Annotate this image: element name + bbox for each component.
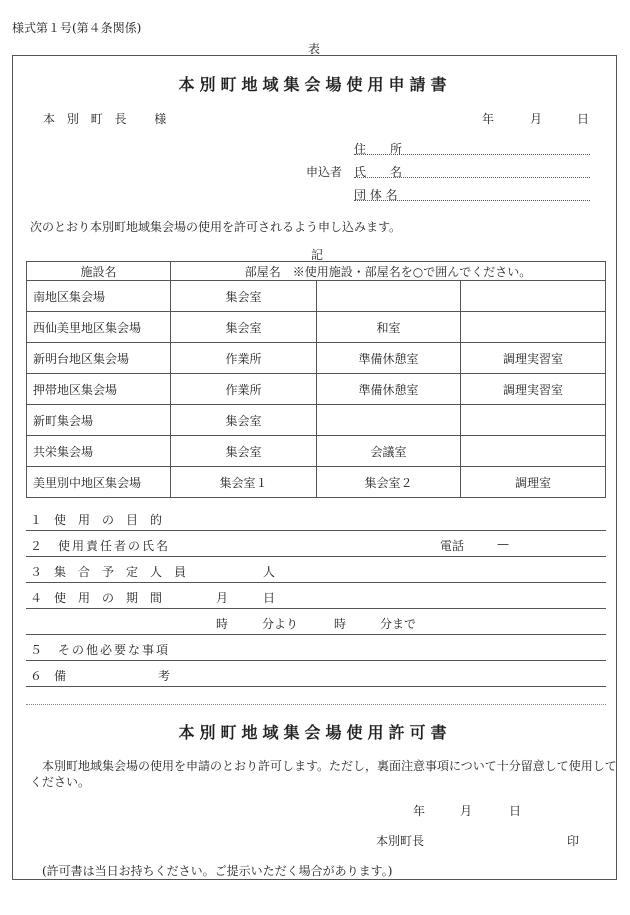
responsible-line[interactable] (26, 556, 606, 557)
facility-name: 美里別中地区集会場 (27, 467, 171, 498)
side-label: 表 (308, 42, 321, 56)
room-cell[interactable]: 集会室１ (171, 467, 317, 498)
period-label: ４ 使 用 の 期 間 (30, 591, 163, 605)
rooms-column-header: 部屋名 ※使用施設・部屋名を○で囲んでください。 (171, 262, 606, 281)
table-row (27, 467, 606, 498)
form-number: 様式第１号(第４条関係) (12, 21, 142, 35)
room-cell[interactable]: 集会室 (171, 405, 317, 436)
room-cell[interactable]: 準備休憩室 (317, 343, 461, 374)
other-line[interactable] (26, 660, 606, 661)
purpose-label: １ 使 用 の 目 的 (30, 513, 163, 527)
room-cell[interactable] (461, 405, 606, 436)
permit-note: (許可書は当日お持ちください。ご提示いただく場合があります。) (42, 864, 393, 878)
seal-mark: 印 (567, 834, 580, 848)
address-line[interactable] (354, 154, 590, 155)
applicant-label: 申込者 (306, 165, 343, 179)
facility-name: 西仙美里地区集会場 (27, 312, 171, 343)
table-row (27, 436, 606, 467)
table-header-row (27, 262, 606, 281)
address-label: 住 所 (354, 142, 403, 156)
room-cell[interactable] (461, 281, 606, 312)
period-day: 日 (263, 591, 276, 605)
facility-name: 新明台地区集会場 (27, 343, 171, 374)
period-time-line[interactable] (26, 634, 606, 635)
room-cell[interactable] (317, 405, 461, 436)
permit-date-month: 月 (460, 804, 473, 818)
period-date-line[interactable] (26, 608, 606, 609)
phone-label: 電話 (440, 539, 465, 553)
facility-name: 南地区集会場 (27, 281, 171, 312)
table-row (27, 405, 606, 436)
attendees-line[interactable] (26, 582, 606, 583)
permit-title: 本別町地域集会場使用許可書 (178, 723, 452, 742)
period-month: 月 (216, 591, 229, 605)
room-cell[interactable]: 集会室 (171, 436, 317, 467)
permit-issuer: 本別町長 (376, 834, 425, 848)
table-row (27, 343, 606, 374)
room-cell[interactable]: 調理室 (461, 467, 606, 498)
name-label: 氏 名 (354, 165, 403, 179)
attendees-unit: 人 (263, 565, 276, 579)
room-cell[interactable]: 集会室 (171, 281, 317, 312)
application-date-day: 日 (577, 112, 590, 126)
table-row (27, 374, 606, 405)
facility-table (26, 261, 606, 498)
facility-column-header: 施設名 (27, 262, 171, 281)
time-minute-from: 分より (262, 617, 299, 631)
room-cell[interactable]: 調理実習室 (461, 343, 606, 374)
room-cell[interactable] (317, 281, 461, 312)
permit-date-day: 日 (509, 804, 522, 818)
phone-dash: — (497, 537, 509, 551)
remarks-line[interactable] (26, 686, 606, 687)
name-line[interactable] (354, 177, 590, 178)
room-cell[interactable]: 集会室 (171, 312, 317, 343)
application-date-year: 年 (482, 112, 495, 126)
permit-date-year: 年 (413, 804, 426, 818)
group-line[interactable] (354, 200, 590, 201)
remarks-label: ６ 備 (30, 669, 67, 683)
section-separator (26, 704, 606, 705)
room-cell[interactable] (461, 312, 606, 343)
facility-name: 共栄集会場 (27, 436, 171, 467)
permit-text-line2: ください。 (30, 775, 91, 789)
application-title: 本別町地域集会場使用申請書 (178, 75, 452, 94)
time-minute-to: 分まで (380, 617, 417, 631)
room-cell[interactable]: 集会室２ (317, 467, 461, 498)
facility-name: 押帯地区集会場 (27, 374, 171, 405)
addressee: 本 別 町 長 様 (43, 112, 171, 126)
responsible-label: ２ 使用責任者の氏名 (30, 539, 171, 553)
table-row (27, 281, 606, 312)
time-hour-from: 時 (216, 617, 229, 631)
remarks-label-end: 考 (158, 669, 171, 683)
purpose-line[interactable] (26, 530, 606, 531)
room-cell[interactable]: 和室 (317, 312, 461, 343)
other-label: ５ その他必要な事項 (30, 643, 171, 657)
room-cell[interactable] (461, 436, 606, 467)
room-cell[interactable]: 準備休憩室 (317, 374, 461, 405)
group-label: 団 体 名 (354, 188, 398, 202)
attendees-label: ３ 集 合 予 定 人 員 (30, 565, 187, 579)
ki-label: 記 (311, 248, 324, 262)
request-text: 次のとおり本別町地域集会場の使用を許可されるよう申し込みます。 (30, 220, 402, 234)
room-cell[interactable]: 調理実習室 (461, 374, 606, 405)
table-row (27, 312, 606, 343)
room-cell[interactable]: 作業所 (171, 374, 317, 405)
time-hour-to: 時 (334, 617, 347, 631)
application-date-month: 月 (530, 112, 543, 126)
facility-name: 新町集会場 (27, 405, 171, 436)
room-cell[interactable]: 会議室 (317, 436, 461, 467)
permit-text-line1: 本別町地域集会場の使用を申請のとおり許可します。ただし，裏面注意事項について十分留意して使用して (42, 759, 617, 773)
room-cell[interactable]: 作業所 (171, 343, 317, 374)
